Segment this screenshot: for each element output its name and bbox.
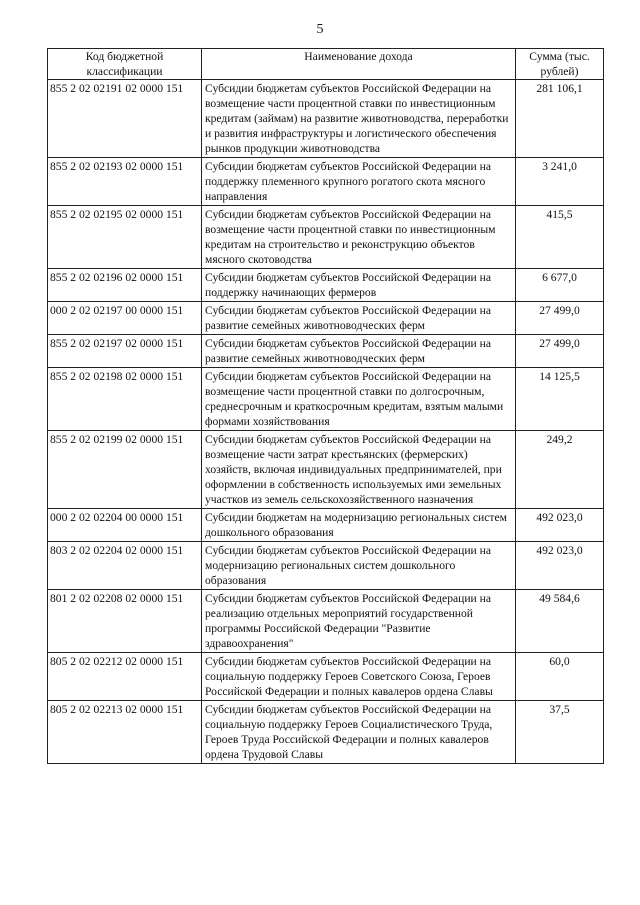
cell-code: 855 2 02 02199 02 0000 151 [48, 431, 202, 509]
cell-name: Субсидии бюджетам субъектов Российской Федерации на социальную поддержку Героев Советского Союза, Героев Российской Федерации и полных кавалеров ордена Славы [202, 653, 516, 701]
header-code: Код бюджетной классификации [48, 49, 202, 80]
cell-name: Субсидии бюджетам субъектов Российской Федерации на возмещение части затрат крестьянских (фермерских) хозяйств, включая индивидуальных предпринимателей, при оформлении в собственность используемых ими земельных участков из земель сельскохозяйственного назначения [202, 431, 516, 509]
table-row [48, 590, 604, 653]
cell-code: 855 2 02 02196 02 0000 151 [48, 269, 202, 302]
cell-sum: 49 584,6 [516, 590, 604, 653]
table-row [48, 509, 604, 542]
cell-sum: 6 677,0 [516, 269, 604, 302]
table-row [48, 158, 604, 206]
cell-code: 803 2 02 02204 02 0000 151 [48, 542, 202, 590]
cell-code: 855 2 02 02198 02 0000 151 [48, 368, 202, 431]
table-row [48, 368, 604, 431]
table-row [48, 701, 604, 764]
cell-sum: 492 023,0 [516, 509, 604, 542]
cell-sum: 14 125,5 [516, 368, 604, 431]
table-header-row [48, 49, 604, 80]
table-row [48, 431, 604, 509]
cell-name: Субсидии бюджетам субъектов Российской Федерации на модернизацию региональных систем дошкольного образования [202, 542, 516, 590]
table-row [48, 80, 604, 158]
table-row [48, 302, 604, 335]
cell-sum: 27 499,0 [516, 302, 604, 335]
cell-code: 000 2 02 02204 00 0000 151 [48, 509, 202, 542]
cell-name: Субсидии бюджетам субъектов Российской Федерации на развитие семейных животноводческих ферм [202, 335, 516, 368]
cell-name: Субсидии бюджетам на модернизацию региональных систем дошкольного образования [202, 509, 516, 542]
table-row [48, 542, 604, 590]
cell-code: 805 2 02 02212 02 0000 151 [48, 653, 202, 701]
table-row [48, 335, 604, 368]
table-row [48, 653, 604, 701]
cell-sum: 27 499,0 [516, 335, 604, 368]
cell-code: 801 2 02 02208 02 0000 151 [48, 590, 202, 653]
cell-sum: 249,2 [516, 431, 604, 509]
cell-code: 000 2 02 02197 00 0000 151 [48, 302, 202, 335]
cell-sum: 492 023,0 [516, 542, 604, 590]
header-name: Наименование дохода [202, 49, 516, 80]
header-sum: Сумма (тыс. рублей) [516, 49, 604, 80]
cell-sum: 37,5 [516, 701, 604, 764]
cell-sum: 60,0 [516, 653, 604, 701]
cell-name: Субсидии бюджетам субъектов Российской Федерации на социальную поддержку Героев Социалистического Труда, Героев Труда Российской Федерации и полных кавалеров ордена Трудовой Славы [202, 701, 516, 764]
table-row [48, 206, 604, 269]
cell-code: 855 2 02 02195 02 0000 151 [48, 206, 202, 269]
page-number: 5 [316, 22, 324, 37]
cell-sum: 281 106,1 [516, 80, 604, 158]
cell-name: Субсидии бюджетам субъектов Российской Федерации на поддержку племенного крупного рогатого скота мясного направления [202, 158, 516, 206]
cell-code: 805 2 02 02213 02 0000 151 [48, 701, 202, 764]
cell-code: 855 2 02 02191 02 0000 151 [48, 80, 202, 158]
cell-code: 855 2 02 02193 02 0000 151 [48, 158, 202, 206]
cell-name: Субсидии бюджетам субъектов Российской Федерации на возмещение части процентной ставки по долгосрочным, среднесрочным и краткосрочным кредитам, взятым малыми формами хозяйствования [202, 368, 516, 431]
cell-code: 855 2 02 02197 02 0000 151 [48, 335, 202, 368]
cell-name: Субсидии бюджетам субъектов Российской Федерации на поддержку начинающих фермеров [202, 269, 516, 302]
cell-name: Субсидии бюджетам субъектов Российской Федерации на возмещение части процентной ставки по инвестиционным кредитам (займам) на развитие животноводства, переработки и развития инфраструктуры и логистического обеспечения рынков продукции животноводства [202, 80, 516, 158]
cell-name: Субсидии бюджетам субъектов Российской Федерации на развитие семейных животноводческих ферм [202, 302, 516, 335]
cell-sum: 3 241,0 [516, 158, 604, 206]
cell-name: Субсидии бюджетам субъектов Российской Федерации на возмещение части процентной ставки по инвестиционным кредитам на строительство и реконструкцию объектов мясного скотоводства [202, 206, 516, 269]
cell-name: Субсидии бюджетам субъектов Российской Федерации на реализацию отдельных мероприятий государственной программы Российской Федерации "Развитие здравоохранения" [202, 590, 516, 653]
revenue-table [47, 48, 604, 764]
table-row [48, 269, 604, 302]
cell-sum: 415,5 [516, 206, 604, 269]
